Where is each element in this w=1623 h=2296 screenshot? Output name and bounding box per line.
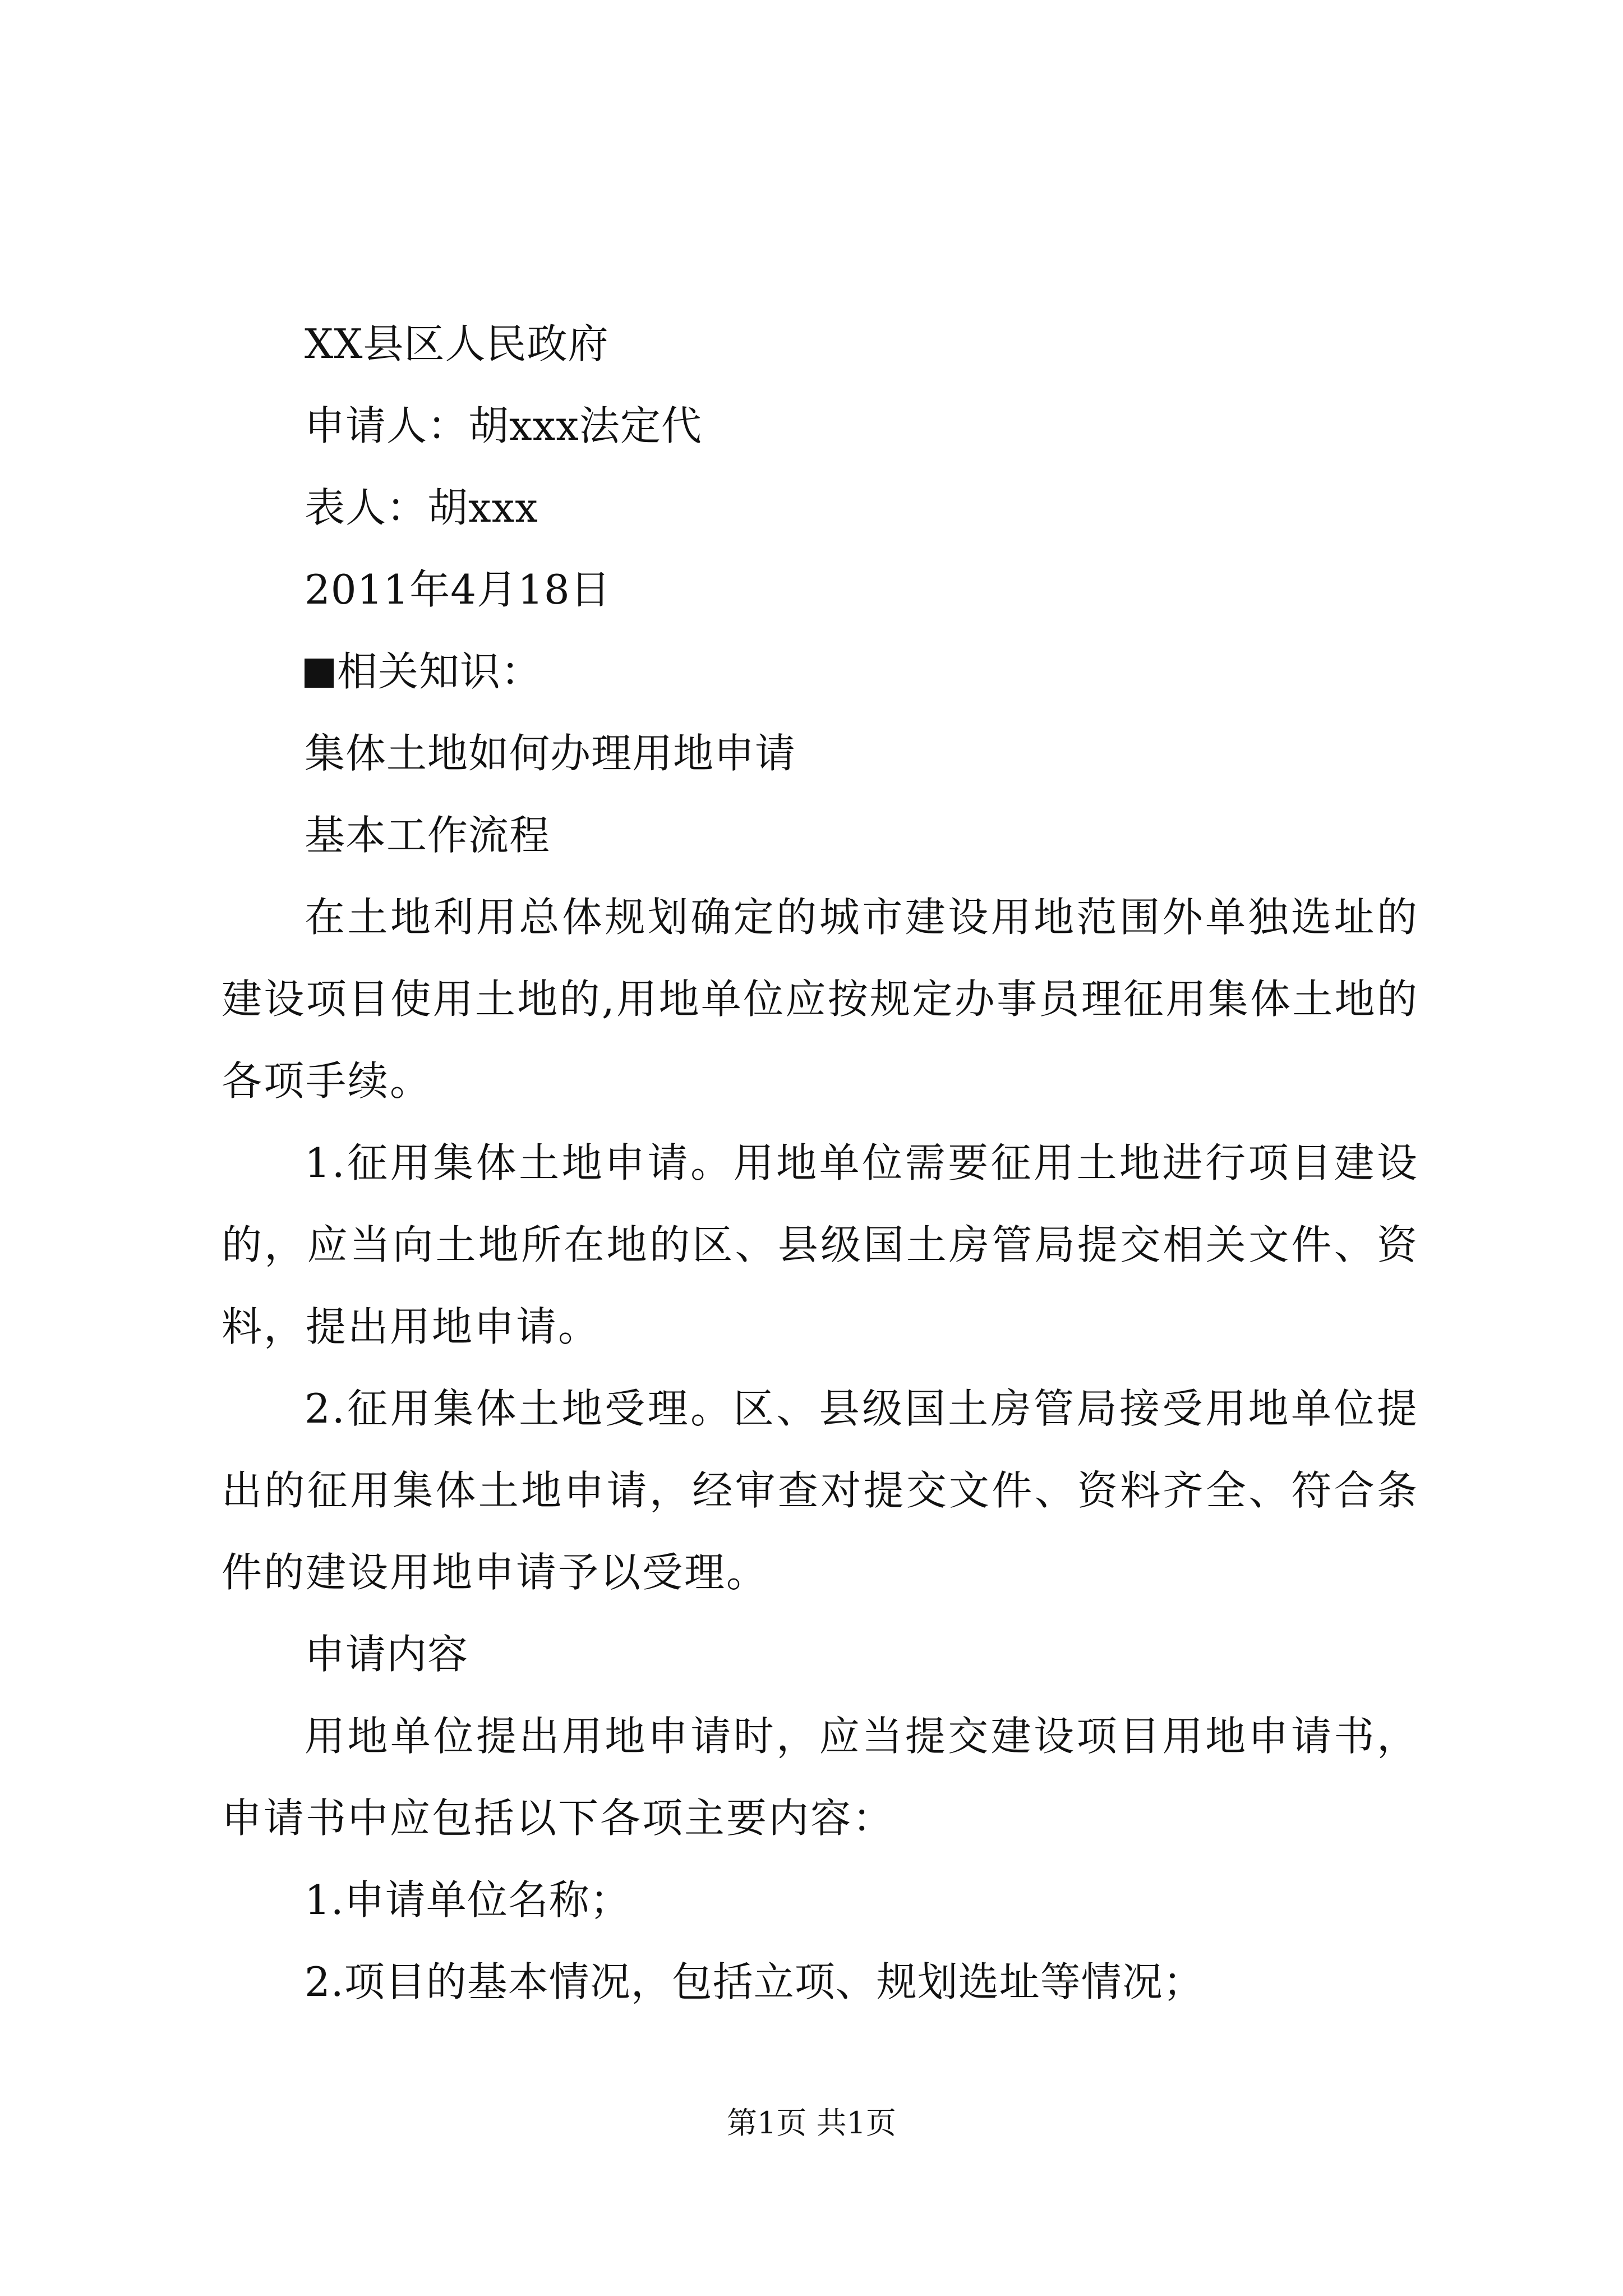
intro-paragraph: 在土地利用总体规划确定的城市建设用地范围外单独选址的建设项目使用土地的,用地单位应按规定办事员理征用集体土地的各项手续。 [222, 894, 1419, 1105]
applicant-line: 申请人：胡xxx法定代 [305, 402, 702, 449]
representative-line: 表人：胡xxx [305, 484, 538, 531]
content-paragraph: 用地单位提出用地申请时，应当提交建设项目用地申请书，申请书中应包括以下各项主要内容： [222, 1713, 1419, 1842]
list-item: 2.项目的基本情况，包括立项、规划选址等情况； [305, 1958, 1204, 2005]
step2-paragraph: 2.征用集体土地受理。区、县级国土房管局接受用地单位提出的征用集体土地申请，经审查对提交文件、资料齐全、符合条件的建设用地申请予以受理。 [222, 1385, 1419, 1596]
date-line: 2011年4月18日 [305, 566, 611, 613]
page-footer: 第1页 共1页 [727, 2105, 896, 2141]
related-knowledge-line [222, 631, 1419, 712]
list-item: 1.申请单位名称； [305, 1876, 631, 1924]
office-line: XX县区人民政府 [305, 320, 609, 367]
content-heading: 申请内容 [305, 1631, 469, 1678]
related-knowledge-text: 相关知识： [337, 648, 542, 695]
step1-paragraph: 1.征用集体土地申请。用地单位需要征用土地进行项目建设的，应当向土地所在地的区、县级国土房管局提交相关文件、资料，提出用地申请。 [222, 1139, 1419, 1350]
topic-heading: 集体土地如何办理用地申请 [305, 730, 796, 777]
workflow-heading: 基本工作流程 [305, 812, 551, 859]
document-body [222, 303, 1419, 2023]
square-bullet-icon [305, 659, 334, 688]
